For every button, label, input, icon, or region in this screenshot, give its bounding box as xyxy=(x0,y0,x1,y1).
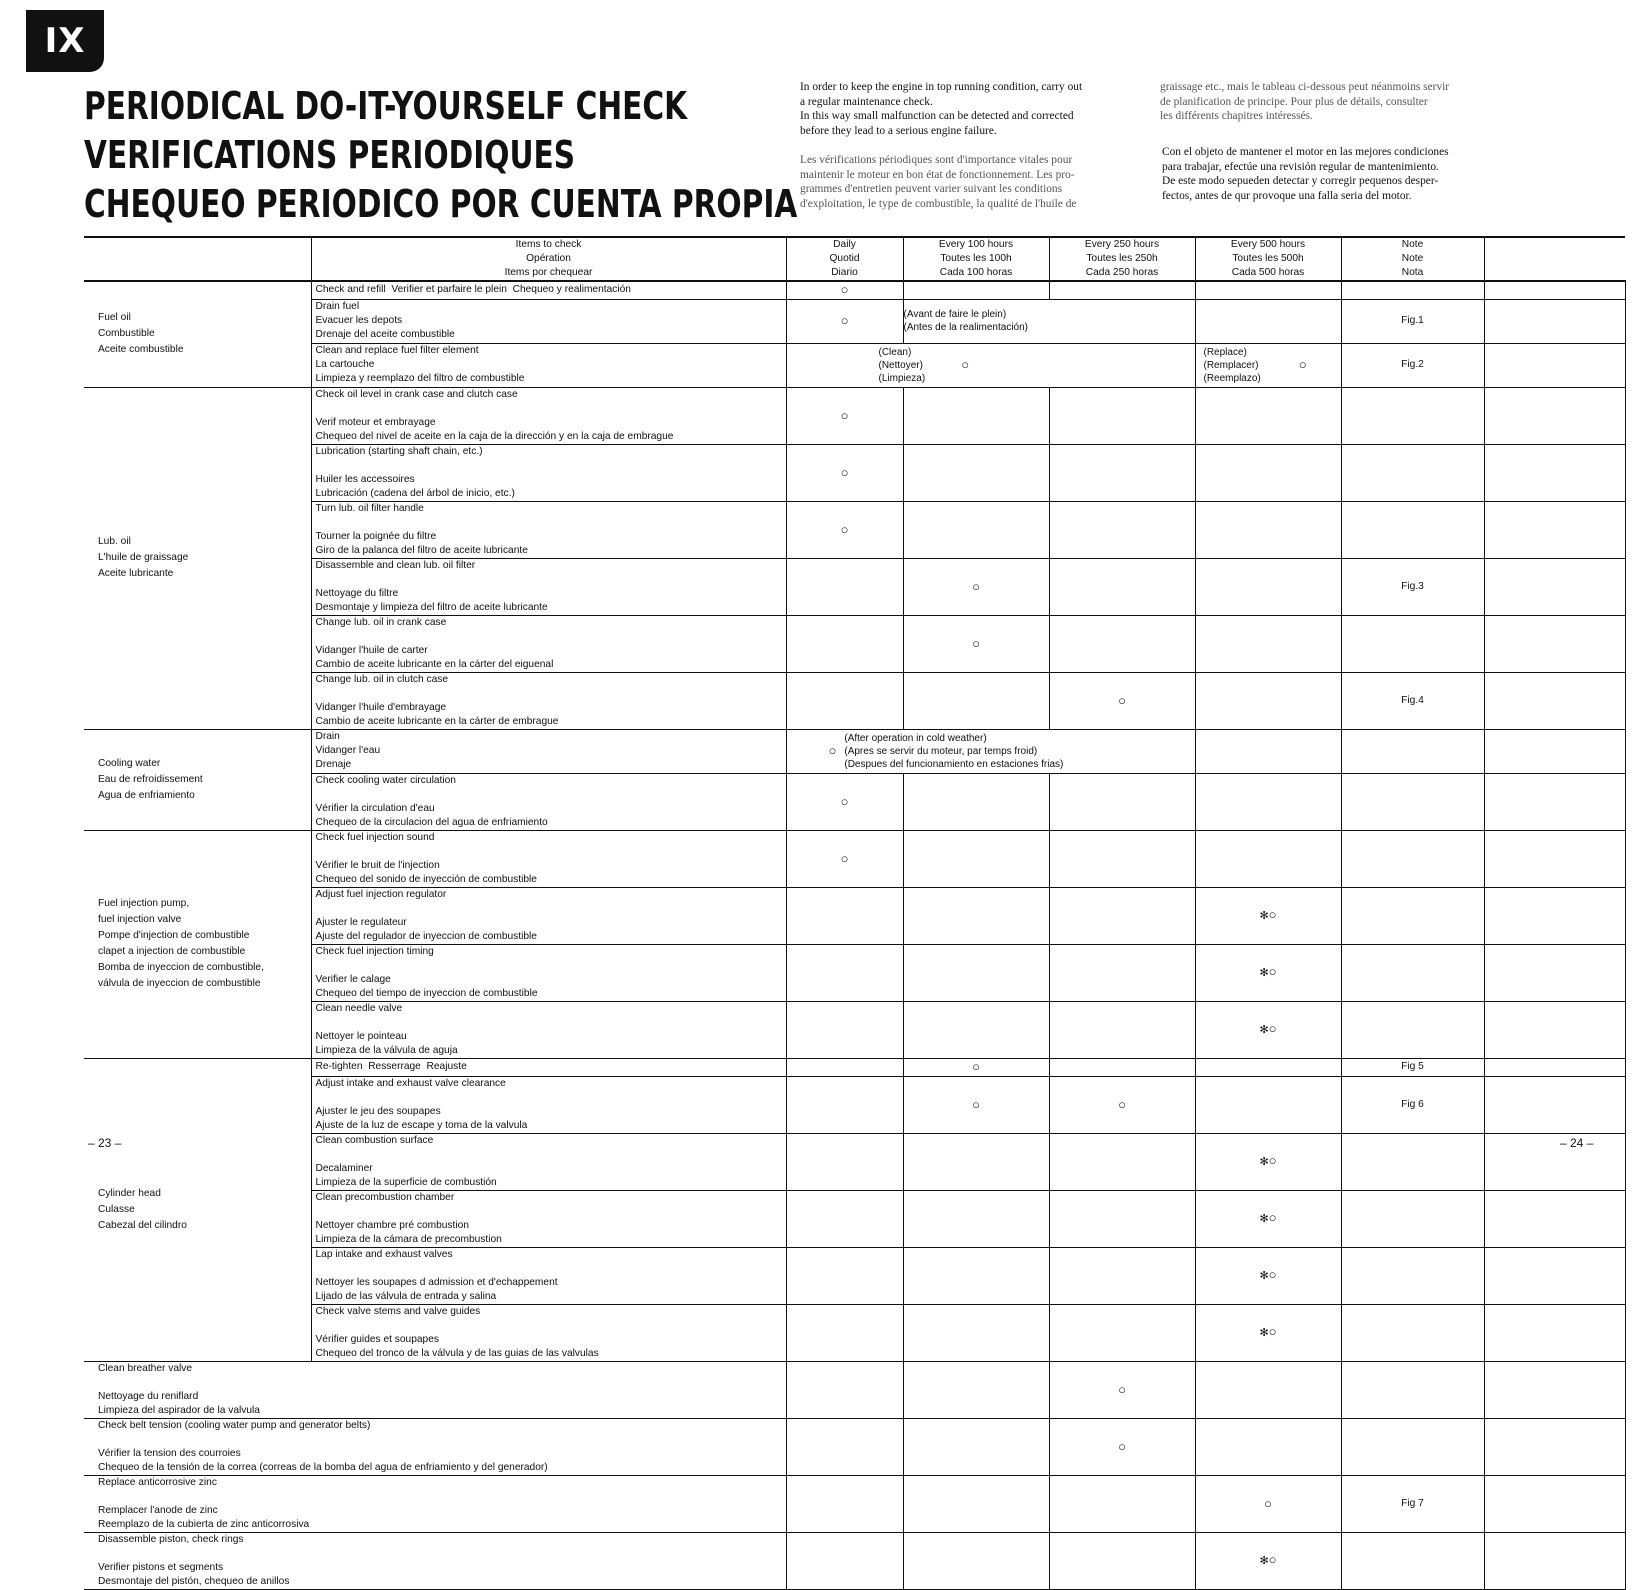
cool-drain-note-cell: ○ (After operation in cold weather) (Apres se servir du moteur, par temps froid) (Despues del funcionamiento en estaciones frias) xyxy=(786,729,1195,773)
page-number-right: – 24 – xyxy=(1560,1136,1594,1150)
mark-circle: ○ xyxy=(903,615,1049,672)
table-row xyxy=(84,1133,1625,1190)
item-inj-timing: Check fuel injection timing Verifier le calage Chequeo del tiempo de inyeccion de combustible xyxy=(311,944,786,1001)
table-row xyxy=(84,281,1625,299)
mark-circle: ○ xyxy=(1049,1418,1195,1475)
header-daily: Daily Quotid Diario xyxy=(786,237,903,281)
fig-ref: Fig.3 xyxy=(1341,558,1484,615)
mark-circle: ○ xyxy=(903,1058,1049,1076)
intro-french-left: Les vérifications périodiques sont d'importance vitales pour maintenir le moteur en bon état de fonctionnement. Les pro- grammes d'entretien peuvent varier suivant les conditions d'exploitation, le type de combustible, la qualité de l'huile de xyxy=(800,154,1077,210)
mark-circle: ○ xyxy=(786,444,903,501)
table-row xyxy=(84,444,1625,501)
drain-fuel-note: (Avant de faire le plein) (Antes de la realimentación) xyxy=(903,299,1195,343)
mark-circle: ○ xyxy=(1298,357,1307,372)
table-row xyxy=(84,1058,1625,1076)
header-items: Items to check Opération Items por chequear xyxy=(311,237,786,281)
mark-circle: ○ xyxy=(786,773,903,830)
category-cylinder-head: Cylinder head Culasse Cabezal del cilindro xyxy=(84,1058,311,1361)
header-100h: Every 100 hours Toutes les 100h Cada 100 horas xyxy=(903,237,1049,281)
item-cool-drain: Drain Vidanger l'eau Drenaje xyxy=(311,729,786,773)
intro-english: In order to keep the engine in top running condition, carry out a regular maintenance check. In this way small malfunction can be detected and corrected before they lead to a serious engine failure. xyxy=(800,81,1083,137)
filter-replace-cell: (Replace) (Remplacer) (Reemplazo) ○ xyxy=(1195,343,1341,387)
section-tag: IX xyxy=(26,10,104,72)
mark-circle: ○ xyxy=(1049,1361,1195,1418)
table-row xyxy=(84,1001,1625,1058)
mark-star-circle: ✻○ xyxy=(1195,1532,1341,1589)
table-row xyxy=(84,944,1625,1001)
table-row xyxy=(84,501,1625,558)
item-zinc: Replace anticorrosive zinc Remplacer l'anode de zinc Reemplazo de la cubierta de zinc anticorrosiva xyxy=(84,1475,786,1532)
table-row xyxy=(84,1361,1625,1418)
header-note: Note Note Nota xyxy=(1341,237,1484,281)
item-lub-lubrication: Lubrication (starting shaft chain, etc.) Huiler les accessoires Lubricación (cadena del árbol de inicio, etc.) xyxy=(311,444,786,501)
mark-circle: ○ xyxy=(786,501,903,558)
item-cyl-retighten: Re-tighten Resserrage Reajuste xyxy=(311,1058,786,1076)
mark-circle: ○ xyxy=(786,281,903,299)
intro-french-right: graissage etc., mais le tableau ci-dessous peut néanmoins servir de planification de principe. Pour plus de détails, consulter les différents chapitres intéressés. xyxy=(1160,81,1450,123)
fig-ref: Fig.1 xyxy=(1341,299,1484,343)
filter-clean-cell: (Clean) (Nettoyer) (Limpieza) ○ xyxy=(786,343,1049,387)
mark-circle: ○ xyxy=(786,387,903,444)
table-row xyxy=(84,1304,1625,1361)
item-lub-level: Check oil level in crank case and clutch case Verif moteur et embrayage Chequeo del nivel de aceite en la caja de la dirección y en la caja de embrague xyxy=(311,387,786,444)
header-250h: Every 250 hours Toutes les 250h Cada 250 horas xyxy=(1049,237,1195,281)
item-fuel-check-refill: Check and refill Verifier et parfaire le plein Chequeo y realimentación xyxy=(311,281,786,299)
table-row xyxy=(84,672,1625,729)
item-cyl-stems: Check valve stems and valve guides Vérifier guides et soupapes Chequeo del tronco de la válvula y de las guias de las valvulas xyxy=(311,1304,786,1361)
table-row xyxy=(84,615,1625,672)
table-row xyxy=(84,1247,1625,1304)
item-cyl-combustion: Clean combustion surface Decalaminer Limpieza de la superficie de combustión xyxy=(311,1133,786,1190)
mark-circle: ○ xyxy=(1049,672,1195,729)
table-row xyxy=(84,1532,1625,1589)
mark-circle: ○ xyxy=(786,299,903,343)
table-row xyxy=(84,1076,1625,1133)
item-belt: Check belt tension (cooling water pump and generator belts) Vérifier la tension des courroies Chequeo de la tensión de la correa (correas de la bomba del agua de enfriamiento y del generador) xyxy=(84,1418,786,1475)
table-row xyxy=(84,729,1625,773)
mark-circle: ○ xyxy=(786,830,903,887)
title-spanish: CHEQUEO PERIODICO POR CUENTA PROPIA xyxy=(84,182,798,226)
fig-ref: Fig 7 xyxy=(1341,1475,1484,1532)
item-cyl-lap: Lap intake and exhaust valves Nettoyer les soupapes d admission et d'echappement Lijado de las válvula de entrada y salina xyxy=(311,1247,786,1304)
table-row xyxy=(84,830,1625,887)
mark-star-circle: ✻○ xyxy=(1195,1190,1341,1247)
fig-ref: Fig.4 xyxy=(1341,672,1484,729)
fig-ref: Fig 5 xyxy=(1341,1058,1484,1076)
mark-star-circle: ✻○ xyxy=(1195,944,1341,1001)
fig-ref: Fig.2 xyxy=(1341,343,1484,387)
header-row xyxy=(84,237,1625,281)
item-cyl-clearance: Adjust intake and exhaust valve clearance Ajuster le jeu des soupapes Ajuste de la luz de escape y toma de la valvula xyxy=(311,1076,786,1133)
table-row xyxy=(84,343,1625,387)
title-french: VERIFICATIONS PERIODIQUES xyxy=(84,133,576,177)
mark-circle: ○ xyxy=(828,743,837,758)
page-number-left: – 23 – xyxy=(88,1136,122,1150)
item-inj-regulator: Adjust fuel injection regulator Ajuster le regulateur Ajuste del regulador de inyeccion de combustible xyxy=(311,887,786,944)
table-row xyxy=(84,773,1625,830)
table-row xyxy=(84,558,1625,615)
mark-circle: ○ xyxy=(1049,1076,1195,1133)
maintenance-schedule-table xyxy=(84,236,1626,1590)
category-cooling-water: Cooling water Eau de refroidissement Agua de enfriamiento xyxy=(84,729,311,830)
mark-star-circle: ✻○ xyxy=(1195,1247,1341,1304)
table-row xyxy=(84,1418,1625,1475)
mark-star-circle: ✻○ xyxy=(1195,887,1341,944)
category-fuel-oil: Fuel oil Combustible Aceite combustible xyxy=(84,281,311,387)
table-row xyxy=(84,887,1625,944)
item-drain-fuel: Drain fuel Evacuer les depots Drenaje del aceite combustible xyxy=(311,299,786,343)
item-lub-change-clutch: Change lub. oil in clutch case Vidanger l'huile d'embrayage Cambio de aceite lubricante en la cárter de embrague xyxy=(311,672,786,729)
mark-circle: ○ xyxy=(903,1076,1049,1133)
item-breather: Clean breather valve Nettoyage du reniflard Limpieza del aspirador de la valvula xyxy=(84,1361,786,1418)
item-cyl-precombustion: Clean precombustion chamber Nettoyer chambre pré combustion Limpieza de la cámara de precombustion xyxy=(311,1190,786,1247)
category-fuel-injection: Fuel injection pump, fuel injection valve Pompe d'injection de combustible clapet a injection de combustible Bomba de inyeccion de combustible, válvula de inyeccion de combustible xyxy=(84,830,311,1058)
table-row xyxy=(84,299,1625,343)
item-cool-circulation: Check cooling water circulation Vérifier la circulation d'eau Chequeo de la circulacion del agua de enfriamiento xyxy=(311,773,786,830)
item-piston: Disassemble piston, check rings Verifier pistons et segments Desmontaje del pistón, chequeo de anillos xyxy=(84,1532,786,1589)
mark-circle: ○ xyxy=(961,357,970,372)
mark-circle: ○ xyxy=(1195,1475,1341,1532)
mark-star-circle: ✻○ xyxy=(1195,1001,1341,1058)
title-english: PERIODICAL DO-IT-YOURSELF CHECK xyxy=(84,84,688,128)
table-row xyxy=(84,1190,1625,1247)
table-row xyxy=(84,1475,1625,1532)
item-fuel-filter: Clean and replace fuel filter element La cartouche Limpieza y reemplazo del filtro de combustible xyxy=(311,343,786,387)
item-lub-disassemble: Disassemble and clean lub. oil filter Nettoyage du filtre Desmontaje y limpieza del filtro de aceite lubricante xyxy=(311,558,786,615)
intro-spanish: Con el objeto de mantener el motor en las mejores condiciones para trabajar, efectúe una revisión regular de mantenimiento. De este modo sepueden detectar y corregir pequenos desper- fectos, antes de qur provoque una falla seria del motor. xyxy=(1162,146,1449,202)
mark-star-circle: ✻○ xyxy=(1195,1133,1341,1190)
category-lub-oil: Lub. oil L'huile de graissage Aceite lubricante xyxy=(84,387,311,729)
mark-circle: ○ xyxy=(903,558,1049,615)
item-lub-turn: Turn lub. oil filter handle Tourner la poignée du filtre Giro de la palanca del filtro de aceite lubricante xyxy=(311,501,786,558)
fig-ref: Fig 6 xyxy=(1341,1076,1484,1133)
mark-star-circle: ✻○ xyxy=(1195,1304,1341,1361)
item-inj-sound: Check fuel injection sound Vérifier le bruit de l'injection Chequeo del sonido de inyección de combustible xyxy=(311,830,786,887)
item-inj-needle: Clean needle valve Nettoyer le pointeau Limpieza de la válvula de aguja xyxy=(311,1001,786,1058)
table-row xyxy=(84,387,1625,444)
item-lub-change-crank: Change lub. oil in crank case Vidanger l'huile de carter Cambio de aceite lubricante en la cárter del eiguenal xyxy=(311,615,786,672)
header-500h: Every 500 hours Toutes les 500h Cada 500 horas xyxy=(1195,237,1341,281)
